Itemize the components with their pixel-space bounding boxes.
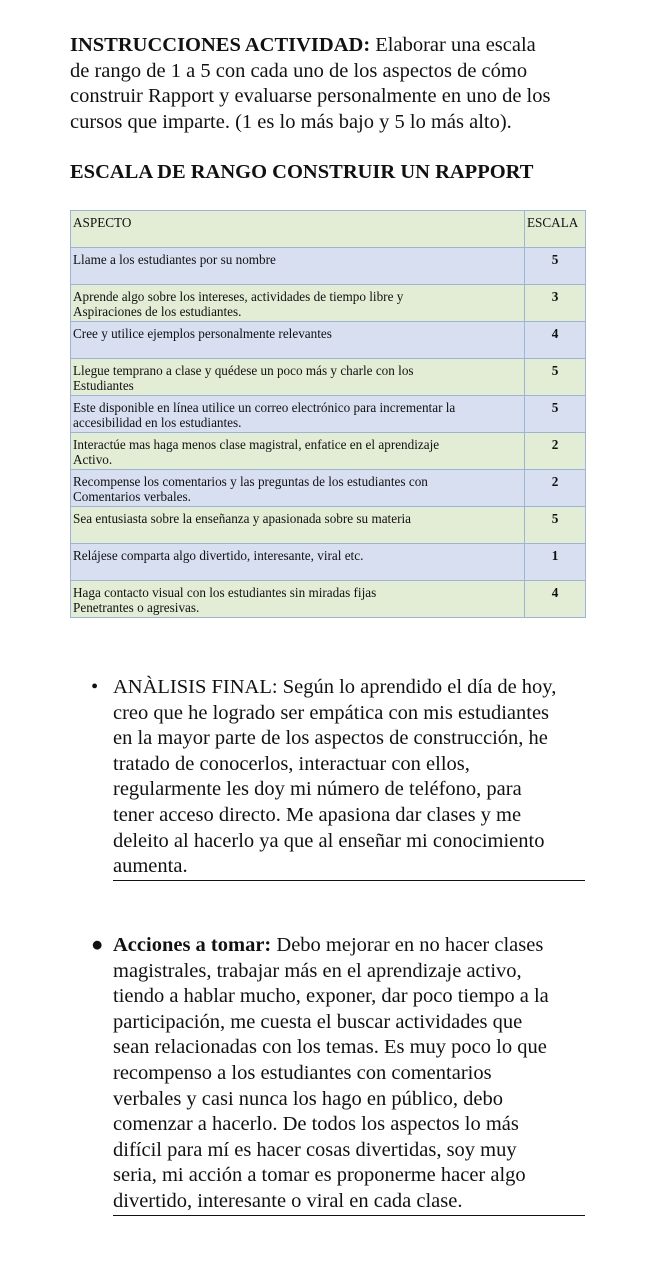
actions-line: tiendo a hablar mucho, exponer, dar poco tiempo a la [113,985,549,1008]
aspect-cell [71,285,525,322]
aspect-text: Interactúe mas haga menos clase magistral, enfatice en el aprendizaje [73,437,440,452]
final-analysis-section [91,675,593,881]
aspect-text: Recompense los comentarios y las preguntas de los estudiantes con [73,474,428,489]
analysis-line: tratado de conocerlos, interactuar con ellos, [113,752,470,775]
analysis-line: ANÀLISIS FINAL: Según lo aprendido el día de hoy, [113,676,557,698]
actions-label: Acciones a tomar: [113,934,272,956]
aspect-text: Cree y utilice ejemplos personalmente relevantes [73,326,332,341]
table-header-row [71,211,586,248]
instructions-line: de rango de 1 a 5 con cada uno de los aspectos de cómo [70,59,528,82]
actions-line-underlined: divertido, interesante o viral en cada clase. [113,1189,585,1216]
header-scale: ESCALA [525,211,586,248]
table-row [71,359,586,396]
bullet-icon: ● [91,934,104,956]
header-aspect: ASPECTO [71,211,525,248]
instructions-line: Elaborar una escala [375,34,536,56]
aspect-cell [71,433,525,470]
aspect-text-cont: Penetrantes o agresivas. [73,600,200,615]
table-row [71,322,586,359]
actions-section [91,933,593,1216]
aspect-cell [71,507,525,544]
scale-value: 1 [525,544,586,581]
instructions-line: construir Rapport y evaluarse personalmente en uno de los [70,85,551,107]
analysis-line: regularmente les doy mi número de teléfono, para [113,778,522,801]
actions-line: comenzar a hacerlo. De todos los aspectos lo más [113,1113,519,1136]
aspect-cell [71,470,525,507]
scale-value: 5 [525,396,586,433]
table-row [71,396,586,433]
scale-value: 2 [525,470,586,507]
scale-value: 2 [525,433,586,470]
aspect-text-cont: Estudiantes [73,378,134,393]
aspect-cell [71,544,525,581]
bullet-icon: • [91,676,99,698]
table-row [71,581,586,618]
analysis-line: en la mayor parte de los aspectos de construcción, he [113,727,548,750]
analysis-line-underlined: aumenta. [113,854,585,881]
aspect-cell [71,359,525,396]
instructions-paragraph [70,33,600,135]
table-row [71,544,586,581]
table-row [71,248,586,285]
actions-line: Debo mejorar en no hacer clases [271,934,544,956]
aspect-text-cont: Aspiraciones de los estudiantes. [73,304,242,319]
aspect-cell [71,248,525,285]
table-row [71,470,586,507]
aspect-text: Aprende algo sobre los intereses, actividades de tiempo libre y [73,289,404,304]
instructions-line: cursos que imparte. (1 es lo más bajo y 5 lo más alto). [70,110,512,133]
table-row [71,507,586,544]
scale-value: 5 [525,248,586,285]
aspect-cell [71,396,525,433]
aspect-text: Llame a los estudiantes por su nombre [73,252,276,267]
scale-value: 5 [525,359,586,396]
scale-value: 5 [525,507,586,544]
aspect-text: Sea entusiasta sobre la enseñanza y apasionada sobre su materia [73,511,411,526]
actions-line: recompenso a los estudiantes con comentarios [113,1061,492,1084]
actions-line: participación, me cuesta el buscar actividades que [113,1010,523,1033]
scale-value: 4 [525,581,586,618]
aspect-text-cont: Comentarios verbales. [73,489,191,504]
aspect-cell [71,581,525,618]
instructions-label: INSTRUCCIONES ACTIVIDAD: [70,34,371,56]
aspect-text-cont: Activo. [73,452,113,467]
actions-line: seria, mi acción a tomar es proponerme hacer algo [113,1164,526,1187]
actions-line: verbales y casi nunca los hago en público, debo [113,1087,503,1110]
table-row [71,433,586,470]
analysis-line: tener acceso directo. Me apasiona dar clases y me [113,803,522,826]
table-row [71,285,586,322]
aspect-cell [71,322,525,359]
rating-scale-table [70,210,586,618]
aspect-text: Haga contacto visual con los estudiantes sin miradas fijas [73,585,377,600]
scale-value: 3 [525,285,586,322]
aspect-text-cont: accesibilidad en los estudiantes. [73,415,242,430]
analysis-line: creo que he logrado ser empática con mis estudiantes [113,701,550,724]
aspect-text: Relájese comparta algo divertido, interesante, viral etc. [73,548,364,563]
aspect-text: Llegue temprano a clase y quédese un poco más y charle con los [73,363,414,378]
actions-line: magistrales, trabajar más en el aprendizaje activo, [113,959,522,982]
aspect-text: Este disponible en línea utilice un correo electrónico para incrementar la [73,400,456,415]
scale-value: 4 [525,322,586,359]
analysis-line: deleito al hacerlo ya que al enseñar mi conocimiento [113,829,545,852]
scale-title: ESCALA DE RANGO CONSTRUIR UN RAPPORT [70,161,534,183]
actions-line: difícil para mí es hacer cosas divertidas, soy muy [113,1138,517,1161]
actions-line: sean relacionadas con los temas. Es muy poco lo que [113,1036,547,1059]
